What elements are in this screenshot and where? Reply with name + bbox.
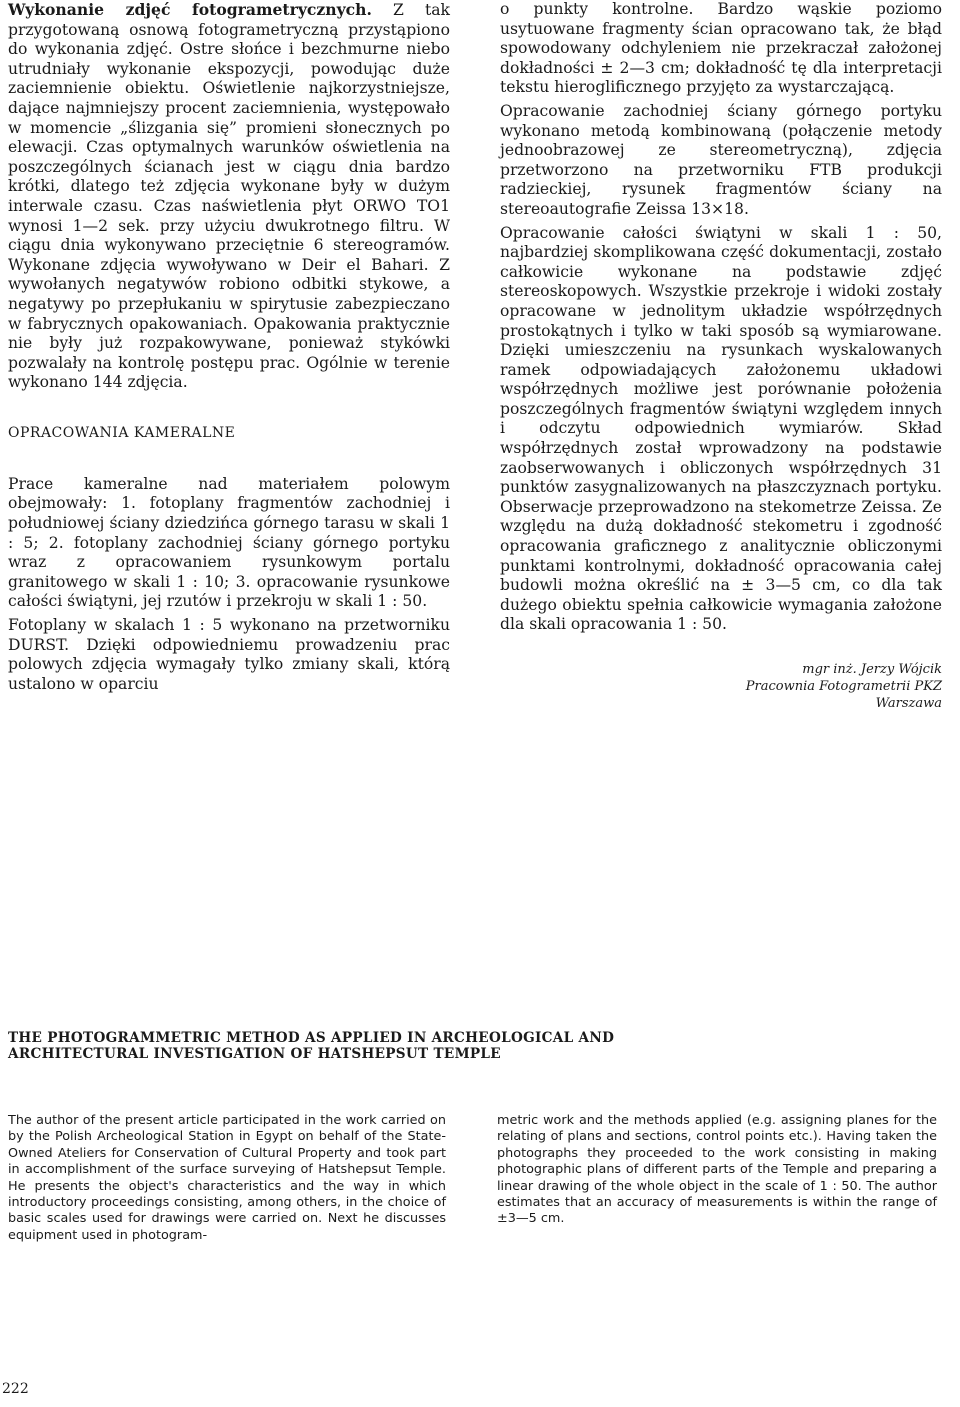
paragraph-photographs xyxy=(8,0,450,393)
left-column xyxy=(8,0,450,698)
summary-title xyxy=(8,1030,928,1062)
paragraph-control-points: o punkty kontrolne. Bardzo wąskie poziomo usytuowane fragmenty ścian opracowano tak, że błąd spowodowany odchyleniem nie przekraczał założonej dokładności ± 2—3 cm; dokładność tę dla interpretacji tekstu hieroglificznego przyjęto za wystarczającą. xyxy=(500,0,942,97)
summary-title-line-2: ARCHITECTURAL INVESTIGATION OF HATSHEPSUT TEMPLE xyxy=(8,1046,501,1062)
author-name: mgr inż. Jerzy Wójcik xyxy=(802,662,942,677)
right-column xyxy=(500,0,942,712)
run-in-heading: Wykonanie zdjęć fotogrametrycznych. xyxy=(8,0,372,19)
paragraph-whole-temple: Opracowanie całości świątyni w skali 1 : 50, najbardziej skomplikowana część dokumentacji, zostało całkowicie wykonane na podstawie zdjęć stereoskopowych. Wszystkie przekroje i widoki zostały opracowane w jednolitym układzie współrzędnych prostokątnych i tylko w taki sposób są wymiarowane. Dzięki umieszczeniu na rysunkach wyskalowanych ramek odpowiadających założonemu układowi współrzędnych możliwe jest porównanie położenia poszczególnych fragmentów świątyni względem innych i odczytu odpowiednich wymiarów. Skład współrzędnych został wprowadzony na podstawie zaobserwowanych i obliczonych współrzędnych 31 punktów zasygnalizowanych na płaszczyznach portyku. Obserwacje przeprowadzono na stekometrze Zeissa. Ze względu na dużą dokładność stekometru i zgodność opracowania graficznego z analitycznie obliczonymi punktami kontrolnymi, dokładność opracowania całej budowli można określić na ± 3—5 cm, co dla tak dużego obiektu spełnia całkowicie wymagania założone dla skali opracowania 1 : 50. xyxy=(500,223,942,634)
author-signature xyxy=(500,661,942,712)
section-heading: OPRACOWANIA KAMERALNE xyxy=(8,424,236,441)
paragraph-text: Z tak przygotowaną osnową fotogrametryczną przystąpiono do wykonania zdjęć. Ostre słońce i bezchmurne niebo utrudniały wykonanie ekspozycji, powodując duże zaciemnienie obiektu. Oświetlenie najkorzystniejsze, dające najmniejszy procent zaciemnienia, występowało w momencie „ślizgania się” promieni słonecznych po elewacji. Czas optymalnych warunków oświetlenia na poszczególnych ścianach jest w ciągu dnia bardzo krótki, dlatego też zdjęcia wykonane były w dużym interwale czasu. Czas naświetlenia płyt ORWO TO1 wynosi 1—2 sek. przy użyciu dwukrotnego filtru. W ciągu dnia wykonywano przeciętnie 6 stereogramów. Wykonane zdjęcia wywoływano w Deir el Bahari. Z wywołanych negatywów robiono odbitki stykowe, a negatywy po przepłukaniu w spirytusie zabezpieczano w fabrycznych opakowaniach. Opakowania praktycznie nie były już rozpakowywane, ponieważ stykówki pozwalały na kontrolę postępu prac. Ogólnie w terenie wykonano 144 zdjęcia. xyxy=(8,1,450,392)
paragraph-west-wall: Opracowanie zachodniej ściany górnego portyku wykonano metodą kombinowaną (połączenie metody jednoobrazowej ze stereometryczną), zdjęcia przetworzono na przetworniku FTB produkcji radzieckiej, rysunek fragmentów ściany na stereoautografie Zeissa 13×18. xyxy=(500,101,942,218)
summary-column-1: The author of the present article participated in the work carried on by the Polish Archeological Station in Egypt on behalf of the State-Owned Ateliers for Conservation of Cultural Property and took part in accomplishment of the surface surveying of Hatshepsut Temple. He presents the object's characteristics and the way in which introductory proceedings consisting, among others, in the choice of basic scales used for drawings were carried on. Next he discusses equipment used in photogram- xyxy=(8,1113,446,1243)
paragraph-office-work: Prace kameralne nad materiałem polowym obejmowały: 1. fotoplany fragmentów zachodniej i południowej ściany dziedzińca górnego tarasu w skali 1 : 5; 2. fotoplany zachodniej ściany górnego portyku wraz z opracowaniem rysunkowym portalu granitowego w skali 1 : 10; 3. opracowanie rysunkowe całości świątyni, jej rzutów i przekroju w skali 1 : 50. xyxy=(8,474,450,611)
summary-column-2: metric work and the methods applied (e.g. assigning planes for the relating of plans and sections, control points etc.). Having taken the photographs they proceeded to the work consisting in making photographic plans of different parts of the Temple and preparing a linear drawing of the whole object in the scale of 1 : 50. The author estimates that an accuracy of measurements is within the range of ±3—5 cm. xyxy=(497,1113,937,1227)
page-number: 222 xyxy=(2,1381,29,1397)
summary-title-line-1: THE PHOTOGRAMMETRIC METHOD AS APPLIED IN ARCHEOLOGICAL AND xyxy=(8,1030,615,1046)
author-city: Warszawa xyxy=(875,696,942,711)
author-affiliation: Pracownia Fotogrametrii PKZ xyxy=(745,679,942,694)
paragraph-photoplans: Fotoplany w skalach 1 : 5 wykonano na przetworniku DURST. Dzięki odpowiedniemu prowadzeniu prac polowych zdjęcia wymagały tylko zmiany skali, którą ustalono w oparciu xyxy=(8,616,450,693)
